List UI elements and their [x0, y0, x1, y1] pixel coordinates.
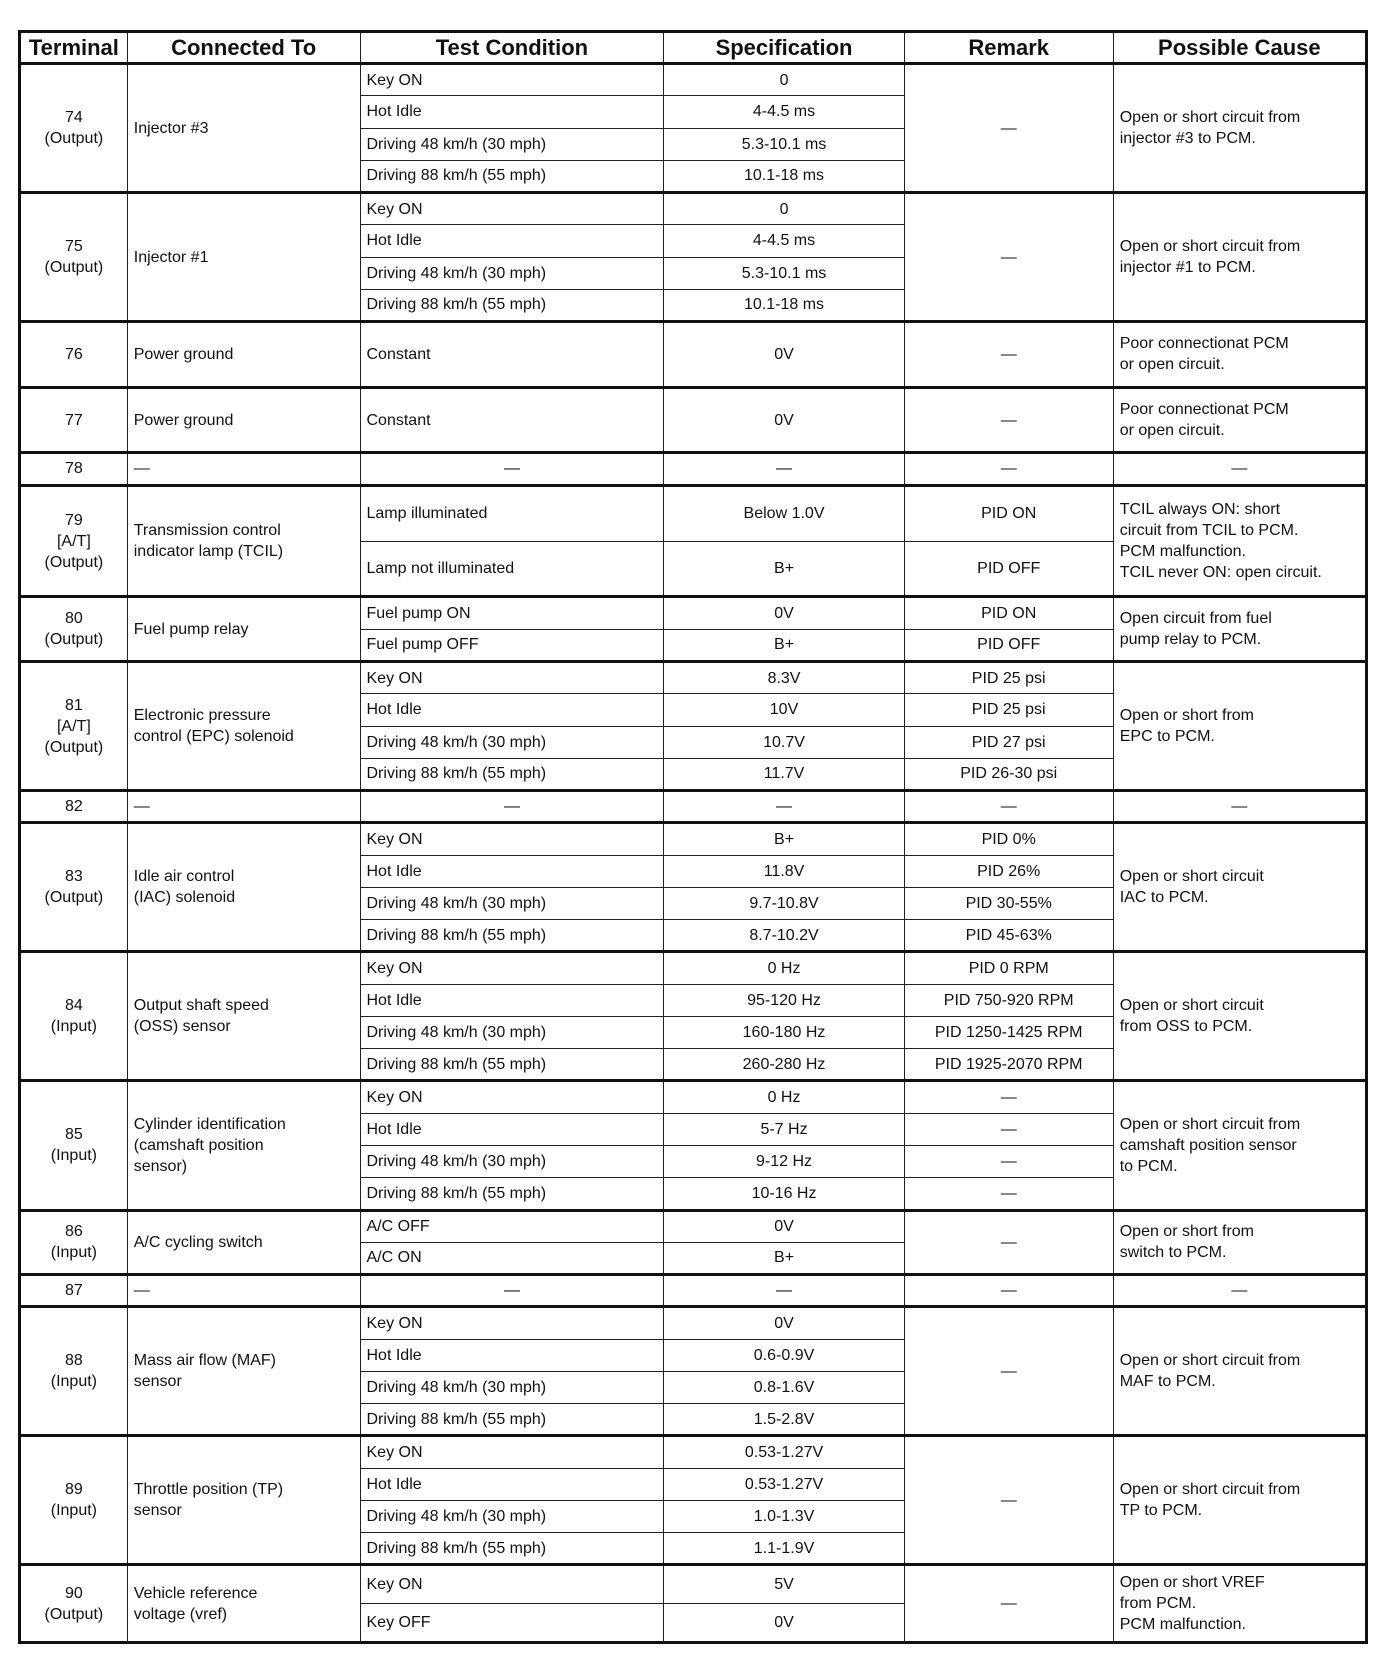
remark-cell: —	[904, 1081, 1113, 1113]
specification-cell: 1.1-1.9V	[664, 1533, 904, 1565]
test-condition-cell: Key OFF	[360, 1604, 664, 1643]
remark-cell: PID 1250-1425 RPM	[904, 1016, 1113, 1048]
remark-cell: PID 0%	[904, 823, 1113, 855]
possible-cause-cell: —	[1113, 453, 1366, 485]
remark-cell: PID 25 psi	[904, 694, 1113, 726]
specification-cell: 0V	[664, 387, 904, 453]
possible-cause-cell: Open or short VREF from PCM. PCM malfunction.	[1113, 1565, 1366, 1643]
specification-cell: 5V	[664, 1565, 904, 1604]
test-condition-cell: Driving 48 km/h (30 mph)	[360, 1016, 664, 1048]
possible-cause-cell: Open or short circuit from injector #1 to PCM.	[1113, 193, 1366, 322]
remark-cell: PID ON	[904, 485, 1113, 541]
test-condition-cell: Constant	[360, 322, 664, 388]
test-condition-cell: Driving 88 km/h (55 mph)	[360, 1404, 664, 1436]
test-condition-cell: Hot Idle	[360, 1468, 664, 1500]
test-condition-cell: Key ON	[360, 661, 664, 693]
test-condition-cell: Key ON	[360, 1307, 664, 1339]
remark-cell: PID OFF	[904, 541, 1113, 597]
pcm-terminal-table-sheet	[18, 30, 1368, 1644]
test-condition-cell: Hot Idle	[360, 1339, 664, 1371]
test-condition-cell: Driving 88 km/h (55 mph)	[360, 758, 664, 790]
remark-cell: —	[904, 1436, 1113, 1565]
test-condition-cell: Hot Idle	[360, 694, 664, 726]
test-condition-cell: Lamp not illuminated	[360, 541, 664, 597]
connected-to-cell: Cylinder identification (camshaft position sensor)	[127, 1081, 360, 1210]
terminal-cell: 89 (Input)	[20, 1436, 128, 1565]
connected-to-cell: A/C cycling switch	[127, 1210, 360, 1275]
test-condition-cell: Driving 48 km/h (30 mph)	[360, 128, 664, 160]
specification-cell: 0	[664, 193, 904, 225]
specification-cell: 0.53-1.27V	[664, 1436, 904, 1468]
specification-cell: 0V	[664, 1307, 904, 1339]
possible-cause-cell: Open or short circuit from TP to PCM.	[1113, 1436, 1366, 1565]
test-condition-cell: Hot Idle	[360, 855, 664, 887]
specification-cell: 9-12 Hz	[664, 1145, 904, 1177]
connected-to-cell: Injector #3	[127, 64, 360, 193]
test-condition-cell: Key ON	[360, 823, 664, 855]
remark-cell: —	[904, 1145, 1113, 1177]
possible-cause-cell: —	[1113, 1275, 1366, 1307]
specification-cell: B+	[664, 823, 904, 855]
remark-cell: —	[904, 1275, 1113, 1307]
terminal-cell: 82	[20, 791, 128, 823]
remark-cell: —	[904, 1178, 1113, 1210]
specification-cell: 10-16 Hz	[664, 1178, 904, 1210]
pcm-terminal-table	[18, 30, 1368, 1644]
connected-to-cell: Injector #1	[127, 193, 360, 322]
table-row	[20, 1275, 1367, 1307]
remark-cell: PID 26%	[904, 855, 1113, 887]
specification-cell: 10.7V	[664, 726, 904, 758]
test-condition-cell: Key ON	[360, 1081, 664, 1113]
specification-cell: 5-7 Hz	[664, 1113, 904, 1145]
specification-cell: 8.7-10.2V	[664, 920, 904, 952]
header-test-condition: Test Condition	[360, 32, 664, 64]
header-remark: Remark	[904, 32, 1113, 64]
remark-cell: —	[904, 1565, 1113, 1643]
connected-to-cell: —	[127, 791, 360, 823]
possible-cause-cell: Open or short circuit from MAF to PCM.	[1113, 1307, 1366, 1436]
connected-to-cell: Transmission control indicator lamp (TCIL)	[127, 485, 360, 597]
possible-cause-cell: Open or short from EPC to PCM.	[1113, 661, 1366, 790]
remark-cell: —	[904, 1307, 1113, 1436]
specification-cell: 10V	[664, 694, 904, 726]
table-row	[20, 791, 1367, 823]
terminal-cell: 84 (Input)	[20, 952, 128, 1081]
test-condition-cell: Lamp illuminated	[360, 485, 664, 541]
test-condition-cell: Hot Idle	[360, 984, 664, 1016]
test-condition-cell: Key ON	[360, 1565, 664, 1604]
terminal-cell: 90 (Output)	[20, 1565, 128, 1643]
remark-cell: PID 45-63%	[904, 920, 1113, 952]
test-condition-cell: Key ON	[360, 193, 664, 225]
remark-cell: —	[904, 64, 1113, 193]
remark-cell: PID 25 psi	[904, 661, 1113, 693]
test-condition-cell: Hot Idle	[360, 225, 664, 257]
table-row	[20, 1436, 1367, 1468]
specification-cell: 10.1-18 ms	[664, 160, 904, 192]
remark-cell: —	[904, 1210, 1113, 1275]
remark-cell: PID OFF	[904, 629, 1113, 661]
header-possible-cause: Possible Cause	[1113, 32, 1366, 64]
connected-to-cell: Electronic pressure control (EPC) solenoid	[127, 661, 360, 790]
remark-cell: —	[904, 453, 1113, 485]
table-row	[20, 1081, 1367, 1113]
possible-cause-cell: Open circuit from fuel pump relay to PCM.	[1113, 597, 1366, 662]
test-condition-cell: Driving 88 km/h (55 mph)	[360, 160, 664, 192]
remark-cell: PID 750-920 RPM	[904, 984, 1113, 1016]
specification-cell: 0V	[664, 322, 904, 388]
terminal-cell: 87	[20, 1275, 128, 1307]
possible-cause-cell: Open or short circuit IAC to PCM.	[1113, 823, 1366, 952]
header-connected-to: Connected To	[127, 32, 360, 64]
specification-cell: 0	[664, 64, 904, 96]
test-condition-cell: A/C ON	[360, 1242, 664, 1274]
test-condition-cell: Hot Idle	[360, 96, 664, 128]
specification-cell: 160-180 Hz	[664, 1016, 904, 1048]
specification-cell: 0 Hz	[664, 952, 904, 984]
specification-cell: 0V	[664, 1604, 904, 1643]
table-row	[20, 193, 1367, 225]
table-row	[20, 1565, 1367, 1604]
table-row	[20, 1210, 1367, 1242]
specification-cell: B+	[664, 629, 904, 661]
table-body	[20, 64, 1367, 1643]
possible-cause-cell: Poor connectionat PCM or open circuit.	[1113, 387, 1366, 453]
test-condition-cell: Driving 88 km/h (55 mph)	[360, 289, 664, 321]
table-row	[20, 322, 1367, 388]
specification-cell: 9.7-10.8V	[664, 887, 904, 919]
test-condition-cell: Driving 88 km/h (55 mph)	[360, 1178, 664, 1210]
connected-to-cell: —	[127, 1275, 360, 1307]
table-row	[20, 597, 1367, 629]
table-row	[20, 485, 1367, 541]
remark-cell: —	[904, 193, 1113, 322]
test-condition-cell: Driving 48 km/h (30 mph)	[360, 1371, 664, 1403]
table-row	[20, 661, 1367, 693]
specification-cell: Below 1.0V	[664, 485, 904, 541]
specification-cell: —	[664, 791, 904, 823]
remark-cell: PID 27 psi	[904, 726, 1113, 758]
remark-cell: —	[904, 322, 1113, 388]
test-condition-cell: Key ON	[360, 64, 664, 96]
specification-cell: B+	[664, 541, 904, 597]
specification-cell: 0.53-1.27V	[664, 1468, 904, 1500]
specification-cell: —	[664, 453, 904, 485]
terminal-cell: 88 (Input)	[20, 1307, 128, 1436]
possible-cause-cell: TCIL always ON: short circuit from TCIL to PCM. PCM malfunction. TCIL never ON: open circuit.	[1113, 485, 1366, 597]
remark-cell: —	[904, 1113, 1113, 1145]
header-terminal: Terminal	[20, 32, 128, 64]
specification-cell: 0V	[664, 1210, 904, 1242]
test-condition-cell: Driving 48 km/h (30 mph)	[360, 1500, 664, 1532]
terminal-cell: 81 [A/T] (Output)	[20, 661, 128, 790]
test-condition-cell: Driving 48 km/h (30 mph)	[360, 1145, 664, 1177]
terminal-cell: 86 (Input)	[20, 1210, 128, 1275]
remark-cell: PID 30-55%	[904, 887, 1113, 919]
specification-cell: 0.6-0.9V	[664, 1339, 904, 1371]
terminal-cell: 75 (Output)	[20, 193, 128, 322]
test-condition-cell: Driving 48 km/h (30 mph)	[360, 726, 664, 758]
test-condition-cell: —	[360, 1275, 664, 1307]
connected-to-cell: Vehicle reference voltage (vref)	[127, 1565, 360, 1643]
specification-cell: 0V	[664, 597, 904, 629]
possible-cause-cell: Poor connectionat PCM or open circuit.	[1113, 322, 1366, 388]
test-condition-cell: Driving 88 km/h (55 mph)	[360, 1533, 664, 1565]
specification-cell: 5.3-10.1 ms	[664, 257, 904, 289]
test-condition-cell: Driving 88 km/h (55 mph)	[360, 920, 664, 952]
header-specification: Specification	[664, 32, 904, 64]
specification-cell: 1.5-2.8V	[664, 1404, 904, 1436]
test-condition-cell: Driving 48 km/h (30 mph)	[360, 257, 664, 289]
specification-cell: 4-4.5 ms	[664, 225, 904, 257]
table-row	[20, 64, 1367, 96]
remark-cell: PID ON	[904, 597, 1113, 629]
remark-cell: PID 26-30 psi	[904, 758, 1113, 790]
remark-cell: PID 0 RPM	[904, 952, 1113, 984]
possible-cause-cell: Open or short circuit from OSS to PCM.	[1113, 952, 1366, 1081]
test-condition-cell: Key ON	[360, 1436, 664, 1468]
terminal-cell: 77	[20, 387, 128, 453]
remark-cell: —	[904, 387, 1113, 453]
connected-to-cell: Output shaft speed (OSS) sensor	[127, 952, 360, 1081]
remark-cell: PID 1925-2070 RPM	[904, 1049, 1113, 1081]
terminal-cell: 83 (Output)	[20, 823, 128, 952]
test-condition-cell: Constant	[360, 387, 664, 453]
connected-to-cell: Fuel pump relay	[127, 597, 360, 662]
specification-cell: 11.7V	[664, 758, 904, 790]
specification-cell: 260-280 Hz	[664, 1049, 904, 1081]
possible-cause-cell: —	[1113, 791, 1366, 823]
connected-to-cell: Power ground	[127, 387, 360, 453]
specification-cell: 4-4.5 ms	[664, 96, 904, 128]
test-condition-cell: —	[360, 453, 664, 485]
specification-cell: —	[664, 1275, 904, 1307]
test-condition-cell: Key ON	[360, 952, 664, 984]
possible-cause-cell: Open or short from switch to PCM.	[1113, 1210, 1366, 1275]
terminal-cell: 79 [A/T] (Output)	[20, 485, 128, 597]
table-row	[20, 387, 1367, 453]
test-condition-cell: Fuel pump OFF	[360, 629, 664, 661]
connected-to-cell: Mass air flow (MAF) sensor	[127, 1307, 360, 1436]
terminal-cell: 80 (Output)	[20, 597, 128, 662]
table-row	[20, 453, 1367, 485]
specification-cell: 95-120 Hz	[664, 984, 904, 1016]
specification-cell: 10.1-18 ms	[664, 289, 904, 321]
specification-cell: 0 Hz	[664, 1081, 904, 1113]
specification-cell: 5.3-10.1 ms	[664, 128, 904, 160]
remark-cell: —	[904, 791, 1113, 823]
connected-to-cell: Throttle position (TP) sensor	[127, 1436, 360, 1565]
header-row	[20, 32, 1367, 64]
specification-cell: B+	[664, 1242, 904, 1274]
table-row	[20, 1307, 1367, 1339]
connected-to-cell: Power ground	[127, 322, 360, 388]
specification-cell: 8.3V	[664, 661, 904, 693]
terminal-cell: 76	[20, 322, 128, 388]
possible-cause-cell: Open or short circuit from camshaft position sensor to PCM.	[1113, 1081, 1366, 1210]
possible-cause-cell: Open or short circuit from injector #3 to PCM.	[1113, 64, 1366, 193]
test-condition-cell: Driving 48 km/h (30 mph)	[360, 887, 664, 919]
test-condition-cell: Driving 88 km/h (55 mph)	[360, 1049, 664, 1081]
terminal-cell: 74 (Output)	[20, 64, 128, 193]
specification-cell: 1.0-1.3V	[664, 1500, 904, 1532]
test-condition-cell: Fuel pump ON	[360, 597, 664, 629]
test-condition-cell: —	[360, 791, 664, 823]
table-row	[20, 952, 1367, 984]
test-condition-cell: Hot Idle	[360, 1113, 664, 1145]
table-row	[20, 823, 1367, 855]
specification-cell: 0.8-1.6V	[664, 1371, 904, 1403]
connected-to-cell: —	[127, 453, 360, 485]
connected-to-cell: Idle air control (IAC) solenoid	[127, 823, 360, 952]
test-condition-cell: A/C OFF	[360, 1210, 664, 1242]
terminal-cell: 78	[20, 453, 128, 485]
terminal-cell: 85 (Input)	[20, 1081, 128, 1210]
specification-cell: 11.8V	[664, 855, 904, 887]
